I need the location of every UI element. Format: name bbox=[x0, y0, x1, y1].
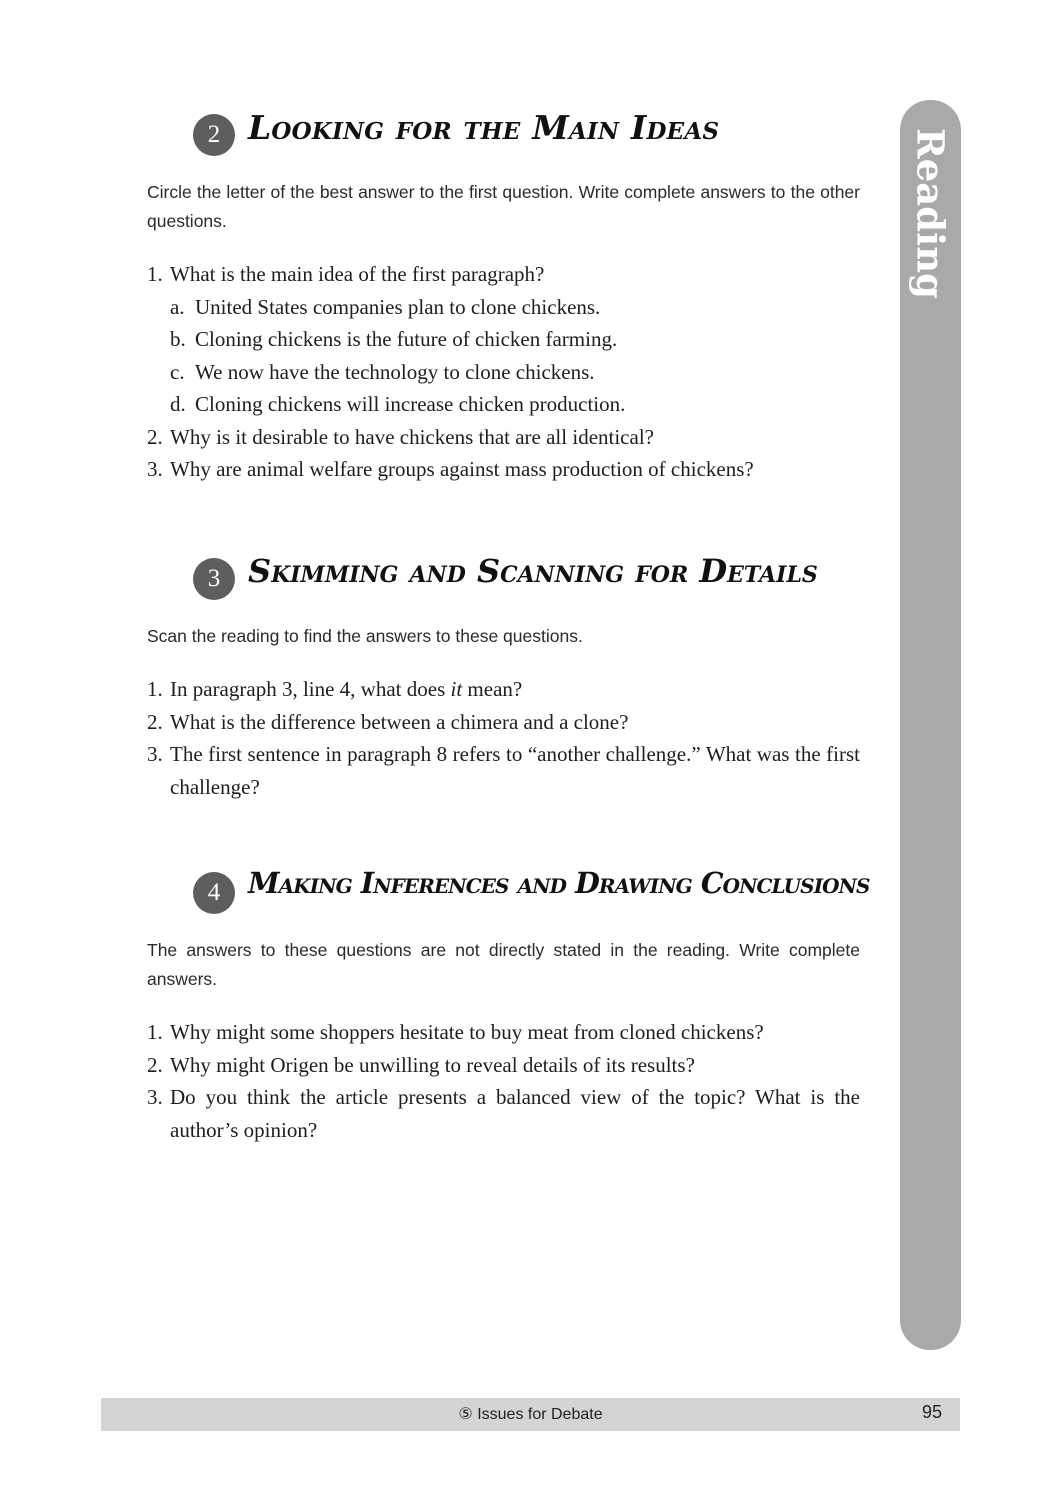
option-text: United States companies plan to clone chickens. bbox=[195, 294, 601, 319]
section-header bbox=[147, 108, 860, 164]
question-number: 2. bbox=[147, 424, 163, 449]
question-item bbox=[147, 421, 860, 454]
italic-term: it bbox=[450, 677, 463, 701]
reading-side-tab bbox=[900, 100, 961, 1350]
question-item bbox=[147, 1049, 860, 1082]
question-number: 3. bbox=[147, 742, 163, 766]
question-text: Why might Origen be unwilling to reveal details of its results? bbox=[170, 1052, 695, 1077]
answer-option[interactable] bbox=[170, 291, 860, 324]
question-item bbox=[147, 706, 860, 739]
section-skimming-scanning bbox=[147, 552, 860, 803]
question-text: The first sentence in paragraph 8 refers to “another challenge.” What was the first challenge? bbox=[170, 742, 860, 799]
answer-option[interactable] bbox=[170, 323, 860, 356]
option-letter: d. bbox=[170, 392, 186, 416]
question-text-part: In paragraph 3, line 4, what does bbox=[170, 677, 451, 701]
question-number: 1. bbox=[147, 262, 163, 286]
option-text: We now have the technology to clone chickens. bbox=[195, 359, 595, 384]
section-title: Making Inferences and Drawing Conclusions bbox=[248, 866, 870, 900]
section-main-ideas bbox=[147, 108, 860, 486]
section-instruction: Circle the letter of the best answer to the first question. Write complete answers to the other questions. bbox=[147, 182, 860, 231]
question-item bbox=[147, 258, 860, 421]
section-instruction: The answers to these questions are not directly stated in the reading. Write complete answers. bbox=[147, 940, 860, 989]
option-letter: a. bbox=[170, 294, 185, 319]
question-text: Why might some shoppers hesitate to buy meat from cloned chickens? bbox=[170, 1020, 764, 1044]
option-letter: b. bbox=[170, 327, 186, 351]
question-item bbox=[147, 738, 860, 803]
question-item bbox=[147, 1016, 860, 1049]
question-number: 3. bbox=[147, 1085, 163, 1109]
question-number: 1. bbox=[147, 1020, 163, 1044]
section-number-badge: 2 bbox=[193, 114, 235, 156]
question-text: Why are animal welfare groups against mass production of chickens? bbox=[170, 457, 754, 481]
option-text: Cloning chickens is the future of chicken farming. bbox=[195, 327, 618, 351]
page-number: 95 bbox=[921, 1402, 942, 1422]
question-number: 2. bbox=[147, 709, 163, 734]
question-list bbox=[147, 1016, 860, 1146]
question-item bbox=[147, 453, 860, 486]
question-text: Why is it desirable to have chickens that are all identical? bbox=[170, 424, 654, 449]
question-number: 1. bbox=[147, 677, 163, 701]
section-title: Skimming and Scanning for Details bbox=[248, 552, 818, 590]
question-text: What is the difference between a chimera and a clone? bbox=[170, 709, 629, 734]
section-header bbox=[147, 866, 870, 922]
answer-options bbox=[170, 291, 860, 421]
question-item bbox=[147, 673, 860, 706]
section-number-badge: 3 bbox=[193, 558, 235, 600]
question-list bbox=[147, 673, 860, 803]
question-text bbox=[170, 677, 522, 701]
section-header bbox=[147, 552, 860, 608]
footer-book-title: ⑤ Issues for Debate bbox=[458, 1406, 603, 1423]
question-item bbox=[147, 1081, 860, 1146]
answer-option[interactable] bbox=[170, 388, 860, 421]
question-list bbox=[147, 258, 860, 486]
page-footer bbox=[101, 1398, 960, 1431]
section-number-badge: 4 bbox=[193, 872, 235, 914]
question-number: 3. bbox=[147, 457, 163, 481]
option-text: Cloning chickens will increase chicken production. bbox=[195, 392, 626, 416]
section-inferences-conclusions bbox=[147, 866, 870, 1146]
question-text-part: mean? bbox=[462, 677, 523, 701]
answer-option[interactable] bbox=[170, 356, 860, 389]
section-title: Looking for the Main Ideas bbox=[248, 108, 720, 147]
question-text: What is the main idea of the first paragraph? bbox=[170, 262, 545, 286]
side-tab-label: Reading bbox=[908, 128, 953, 299]
question-number: 2. bbox=[147, 1052, 163, 1077]
section-instruction: Scan the reading to find the answers to these questions. bbox=[147, 626, 583, 646]
question-text: Do you think the article presents a balanced view of the topic? What is the author’s opinion? bbox=[170, 1085, 860, 1142]
option-letter: c. bbox=[170, 359, 185, 384]
